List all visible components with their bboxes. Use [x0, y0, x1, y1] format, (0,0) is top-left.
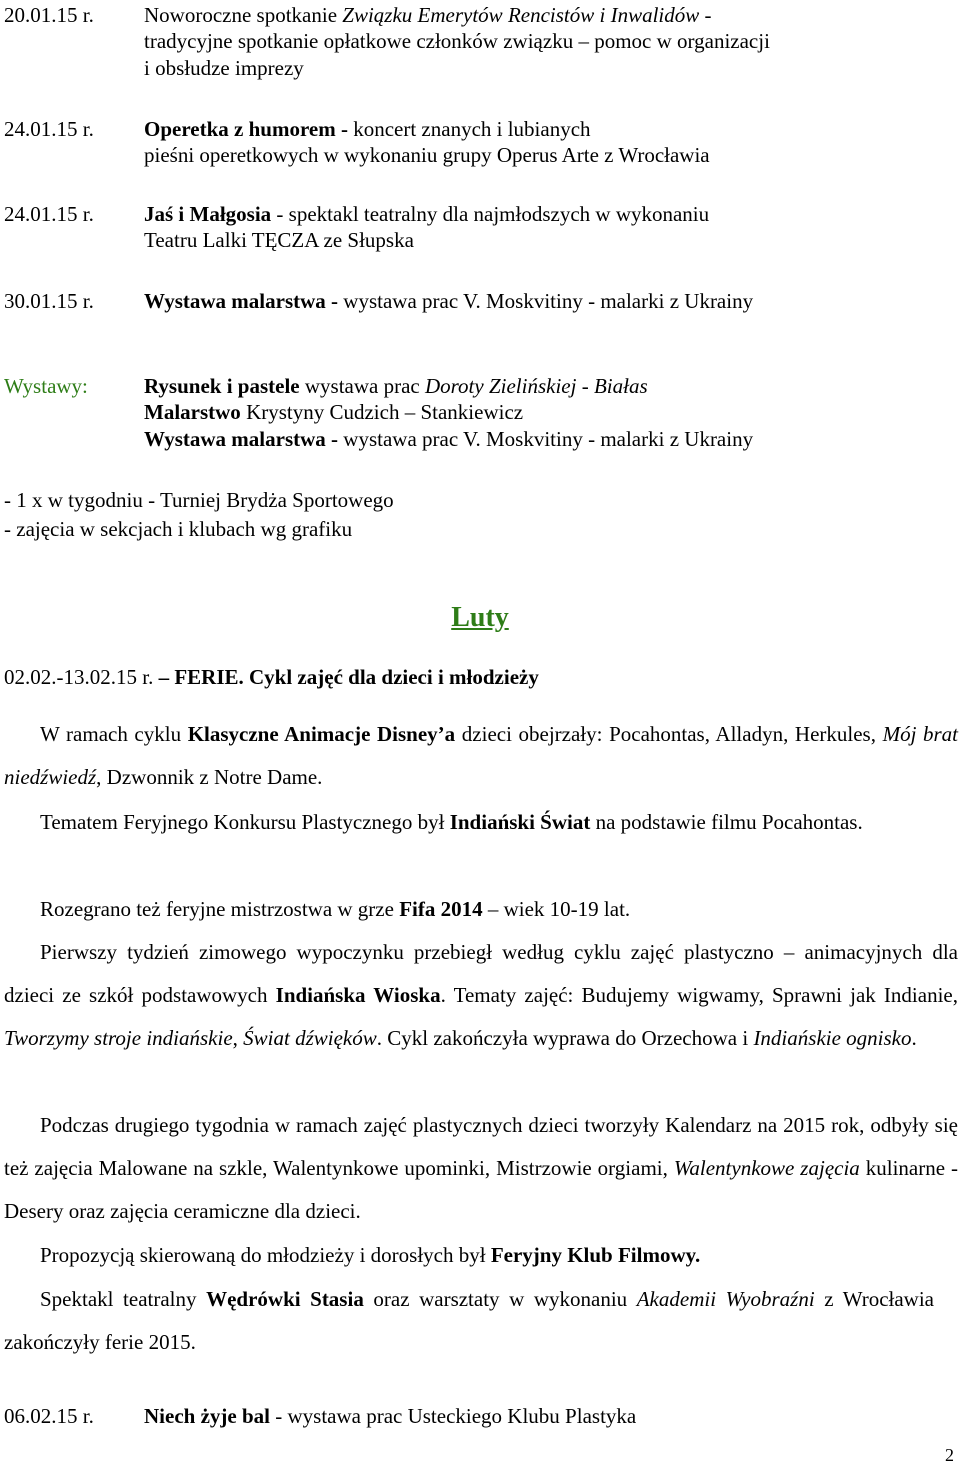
- text-line: Wystawa malarstwa - wystawa prac V. Moskvitiny - malarki z Ukrainy: [144, 289, 754, 313]
- text-line: Wystawa malarstwa - wystawa prac V. Moskvitiny - malarki z Ukrainy: [144, 426, 754, 451]
- paragraph-first-week: Pierwszy tydzień zimowego wypoczynku przebiegł według cyklu zajęć plastyczno – animacyjnych dla dzieci ze szkół podstawowych Indiańska Wioska. Tematy zajęć: Budujemy wigwamy, Sprawni jak Indianie, Tworzymy stroje indiańskie, Świat dźwięków. Cykl zakończyła wyprawa do Orzechowa i Indiańskie ognisko.: [4, 940, 958, 1050]
- event-20-01: [4, 2, 920, 81]
- event-date: 24.01.15 r.: [4, 117, 94, 141]
- event-24-01-operetka: [4, 116, 920, 169]
- event-30-01: [4, 288, 920, 314]
- event-date: 06.02.15 r.: [4, 1404, 94, 1428]
- text-line: i obsłudze imprezy: [144, 55, 304, 80]
- regular-activity: - 1 x w tygodniu - Turniej Brydża Sportowego: [4, 488, 394, 512]
- event-description: [144, 2, 920, 81]
- text-line: Malarstwo Krystyny Cudzich – Stankiewicz: [144, 400, 524, 425]
- paragraph-disney: W ramach cyklu Klasyczne Animacje Disney’a dzieci obejrzały: Pocahontas, Alladyn, Herkules, Mój brat niedźwiedź, Dzwonnik z Notre Dame.: [4, 722, 959, 789]
- text-line: pieśni operetkowych w wykonaniu grupy Operus Arte z Wrocławia: [144, 143, 710, 168]
- page-number: 2: [945, 1445, 954, 1465]
- paragraph-konkurs: Tematem Feryjnego Konkursu Plastycznego był Indiański Świat na podstawie filmu Pocahontas.: [40, 810, 863, 834]
- event-24-01-jas-malgosia: [4, 201, 920, 254]
- event-description: [144, 116, 920, 169]
- ferie-heading: 02.02.-13.02.15 r. – FERIE. Cykl zajęć dla dzieci i młodzieży: [4, 665, 539, 689]
- text-line: tradycyjne spotkanie opłatkowe członków związku – pomoc w organizacji: [144, 29, 770, 54]
- event-date: 30.01.15 r.: [4, 289, 94, 313]
- exhibitions-block: [4, 373, 920, 452]
- text-line: Jaś i Małgosia - spektakl teatralny dla najmłodszych w wykonaniu: [144, 202, 710, 226]
- event-date: 24.01.15 r.: [4, 202, 94, 226]
- text-line: Teatru Lalki TĘCZA ze Słupska: [144, 228, 414, 253]
- event-06-02: [4, 1403, 920, 1429]
- paragraph-spektakl: Spektakl teatralny Wędrówki Stasia oraz warsztaty w wykonaniu Akademii Wyobraźni z Wrocławia zakończyły ferie 2015.: [4, 1287, 934, 1354]
- event-description: [144, 201, 920, 254]
- event-description: Niech żyje bal - wystawa prac Usteckiego Klubu Plastyka: [144, 1404, 637, 1428]
- paragraph-second-week: Podczas drugiego tygodnia w ramach zajęć plastycznych dzieci tworzyły Kalendarz na 2015 rok, odbyły się też zajęcia Malowane na szkle, Walentynkowe upominki, Mistrzowie orgiami, Walentynkowe zajęcia kulinarne - Desery oraz zajęcia ceramiczne dla dzieci.: [4, 1113, 958, 1223]
- event-date: 20.01.15 r.: [4, 3, 94, 27]
- text-line: Noworoczne spotkanie Związku Emerytów Rencistów i Inwalidów -: [144, 3, 712, 27]
- month-heading: Luty: [451, 602, 509, 633]
- paragraph-fifa: Rozegrano też feryjne mistrzostwa w grze Fifa 2014 – wiek 10-19 lat.: [40, 897, 631, 921]
- exhibitions-label: Wystawy:: [4, 374, 88, 398]
- exhibitions-list: [144, 373, 920, 452]
- text-line: Operetka z humorem - koncert znanych i lubianych: [144, 117, 591, 141]
- regular-activity: - zajęcia w sekcjach i klubach wg grafiku: [4, 517, 353, 541]
- paragraph-film-club: Propozycją skierowaną do młodzieży i dorosłych był Feryjny Klub Filmowy.: [40, 1243, 701, 1267]
- text-line: Rysunek i pastele wystawa prac Doroty Zielińskiej - Białas: [144, 374, 648, 398]
- event-description: [144, 288, 920, 314]
